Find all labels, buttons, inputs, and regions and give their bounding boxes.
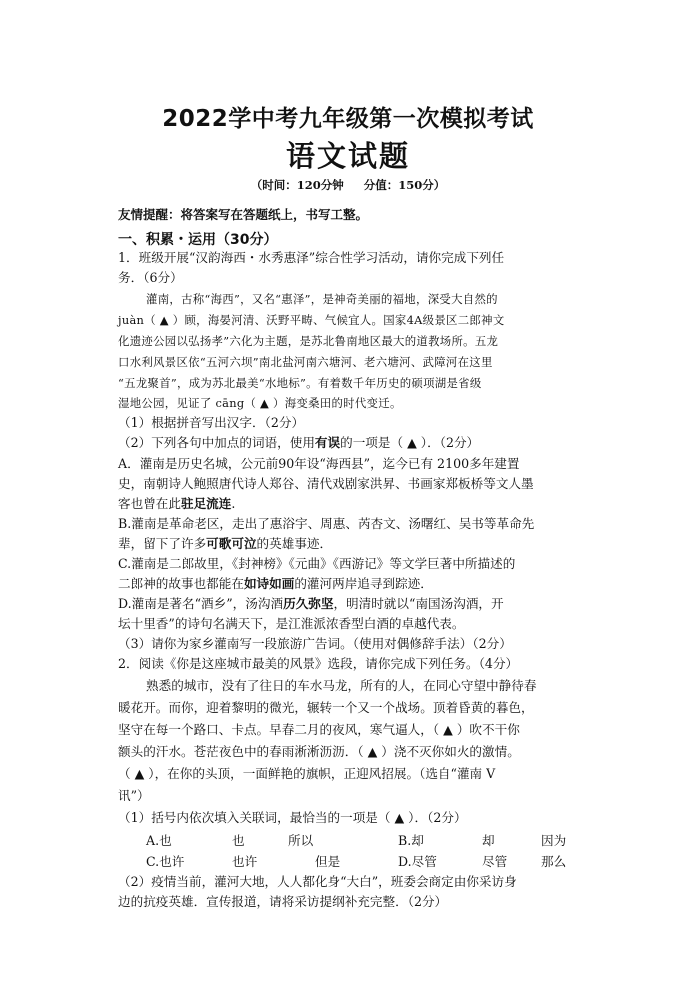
q2-option-a-word: 所以: [288, 833, 314, 848]
q1-option-b-text: 辈，留下了许多: [118, 536, 207, 551]
q1-option-c-end: 的灌河两岸追寻到踪迹．: [294, 576, 433, 591]
q1-option-a-term: 驻足流连: [180, 496, 232, 511]
q1-option-a-text: 客也曾在此: [118, 496, 181, 511]
q1-option-d-line2: 坛十里香”的诗句名满天下，是江淮派浓香型白酒的卓越代表。: [118, 616, 465, 631]
q2-passage-line: （ ▲ ），在你的头顶，一面鲜艳的旗帜，正迎风招展。（选自“灌南 V: [118, 766, 496, 781]
q1-prompt-line2: 务．（6分）: [118, 270, 183, 285]
q1-option-a-line: 史，南朝诗人鲍照唐代诗人郑谷、清代戏剧家洪昇、书画家郑板桥等文人墨: [118, 476, 534, 491]
q1-option-d-line1: [118, 594, 504, 614]
q1-option-d-term: 历久弥坚: [283, 596, 334, 611]
q2-option-a-word: 也: [232, 833, 245, 848]
q1-passage-line: 灌南，古称“海西”，又名“惠泽”，是神奇美丽的福地，深受大自然的: [146, 292, 498, 306]
q1-option-b-line: B.灌南是革命老区，走出了惠浴宇、周惠、芮杏文、汤曙红、吴书等革命先: [118, 516, 535, 531]
q1-sub1: （1）根据拼音写出汉字．（2分）: [118, 415, 305, 430]
q1-option-d-text: D.灌南是著名“酒乡”，汤沟酒: [118, 596, 284, 611]
q2-option-c: C.也许: [146, 854, 185, 869]
q2-passage-line: 熟悉的城市，没有了往日的车水马龙，所有的人，在同心守望中静待春: [146, 678, 537, 693]
q2-option-d-word: 尽管: [482, 854, 508, 869]
q1-sub2-text-end: 的一项是（ ▲ ）．（2分）: [340, 435, 480, 450]
q2-prompt: 2．阅读《你是这座城市最美的风景》选段，请你完成下列任务。（4分）: [118, 656, 519, 671]
q2-option-b-word: 因为: [541, 833, 567, 848]
q1-option-a-line: A．灌南是历史名城，公元前90年设“海西县”，迄今已有 2100多年建置: [118, 456, 520, 471]
q1-option-a-line3: [118, 494, 235, 514]
q1-passage-line: juàn（ ▲ ）顾，海晏河清、沃野平畴、气候宜人。国家4A级景区二郎神文: [118, 313, 505, 327]
notice: 友情提醒：将答案写在答题纸上，书写工整。: [118, 207, 369, 222]
q2-option-b-word: 却: [482, 833, 495, 848]
exam-meta: （时间：120分钟 分值：150分）: [250, 178, 446, 192]
q2-option-c-word: 也许: [232, 854, 258, 869]
q2-passage-line: 讯”）: [118, 788, 150, 803]
q2-passage-line: 暖花开。而你，迎着黎明的微光，辗转一个又一个战场。顶着昏黄的暮色，: [118, 700, 534, 715]
q2-sub2-line2: 边的抗疫英雄．宣传报道，请将采访提纲补充完整．（2分）: [118, 894, 448, 909]
q1-option-b-term: 可歌可泣: [206, 536, 257, 551]
q2-option-b: B.却: [398, 833, 424, 848]
q2-passage-line: 坚守在每一个路口、卡点。早春二月的夜风，寒气逼人，（ ▲ ）吹不干你: [118, 722, 520, 737]
q1-sub2-emphasis: 有误: [314, 435, 341, 450]
q1-option-d-text-end: ，明清时就以“南国汤沟酒，开: [333, 596, 504, 611]
q1-option-b-end: 的英雄事迹．: [256, 536, 333, 551]
q1-option-c-line: C.灌南是二郎故里，《封神榜》《元曲》《西游记》等文学巨著中所描述的: [118, 556, 516, 571]
q1-passage-line: 口水利风景区依“五河六坝”南北盐河南六塘河、老六塘河、武障河在这里: [118, 355, 493, 369]
q1-option-c-text: 二郎神的故事也都能在: [118, 576, 244, 591]
q1-passage-line: “五龙聚首”，成为苏北最美“水地标”。有着数千年历史的硕项湖是省级: [118, 376, 482, 390]
q2-passage-line: 额头的汗水。苍茫夜色中的春雨淅淅沥沥．（ ▲ ）浇不灭你如火的激情。: [118, 744, 520, 759]
q1-option-b-line2: [118, 534, 332, 554]
q1-option-a-end: .: [231, 496, 236, 511]
q1-passage-line: 化遗迹公园以弘扬孝”六化为主题，是苏北鲁南地区最大的道教场所。五龙: [118, 334, 499, 348]
section-heading: 一、积累・运用（30分）: [118, 232, 278, 248]
q2-option-a: A.也: [146, 833, 172, 848]
q1-sub3: （3）请你为家乡灌南写一段旅游广告词。（使用对偶修辞手法）（2分）: [118, 636, 512, 651]
q1-prompt-line1: 1．班级开展“汉韵海西・水秀惠泽”综合性学习活动，请你完成下列任: [118, 250, 505, 265]
q1-sub2: [118, 433, 479, 453]
q1-option-c-line2: [118, 574, 433, 594]
q1-option-c-term: 如诗如画: [243, 576, 295, 591]
q2-option-d-word: 那么: [541, 854, 567, 869]
q2-option-c-word: 但是: [315, 854, 341, 869]
exam-subtitle: 语文试题: [285, 139, 410, 173]
q2-sub1: （1）括号内依次填入关联词，最恰当的一项是（ ▲ ）．（2分）: [118, 810, 467, 825]
q2-option-d: D.尽管: [398, 854, 437, 869]
exam-title: 2022学中考九年级第一次模拟考试: [162, 106, 534, 132]
q1-passage-line: 湿地公园，见证了 cāng（ ▲ ）海变桑田的时代变迁。: [118, 396, 402, 410]
q2-sub2-line1: （2）疫情当前，灌河大地，人人都化身“大白”，班委会商定由你采访身: [118, 874, 517, 889]
q1-sub2-text: （2）下列各句中加点的词语，使用: [118, 435, 315, 450]
